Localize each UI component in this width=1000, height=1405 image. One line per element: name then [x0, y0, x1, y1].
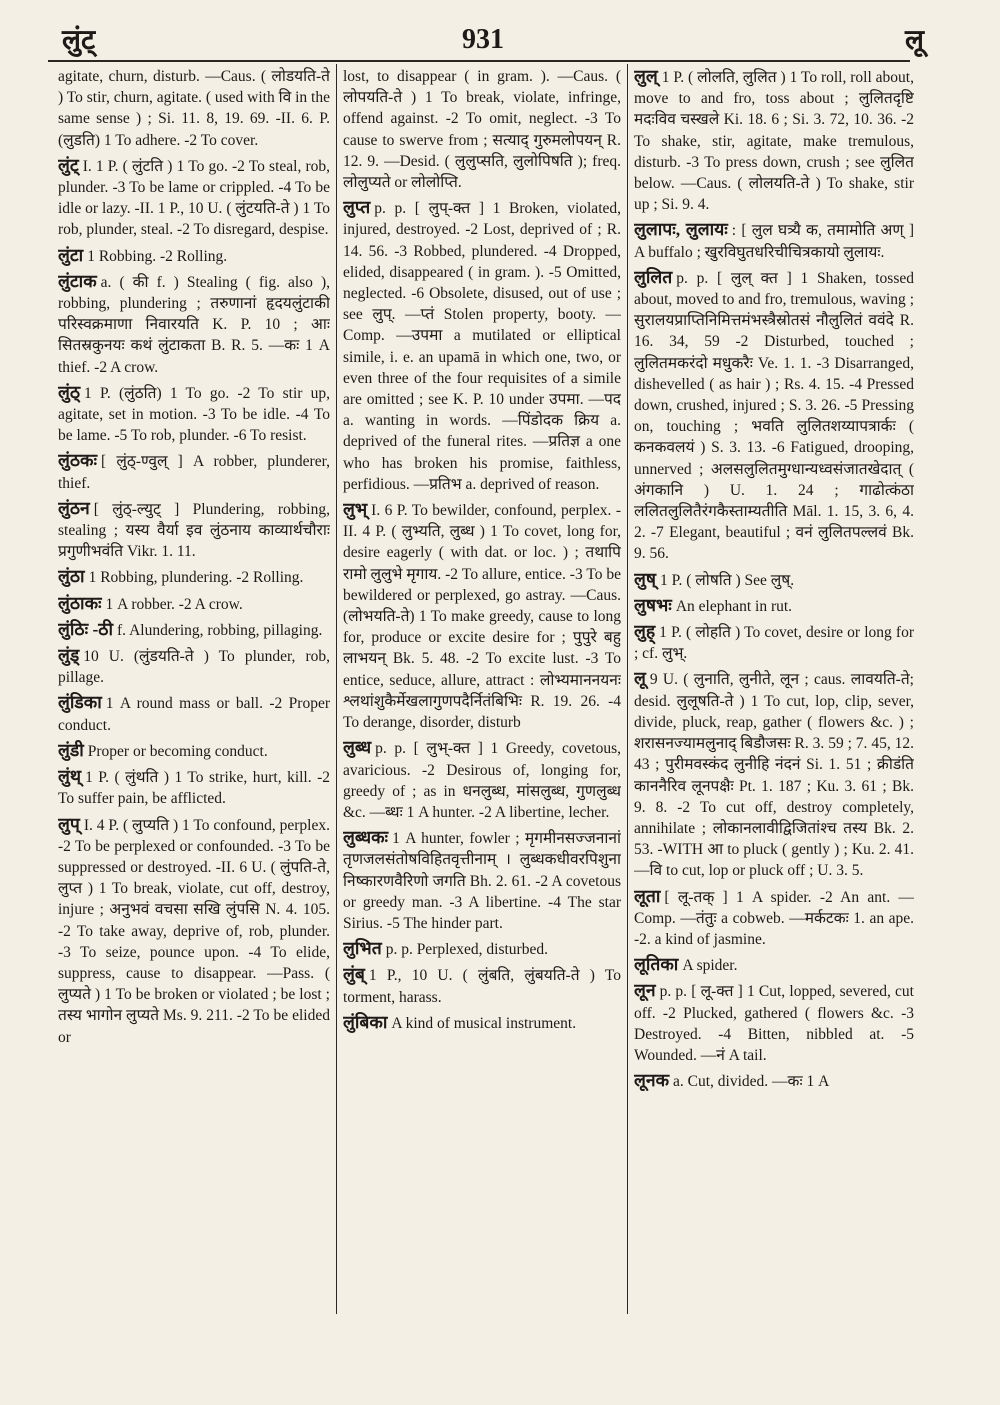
entry-headword: लू — [634, 668, 646, 689]
entry-headword: लुह् — [634, 621, 656, 642]
page-number: 931 — [462, 24, 504, 55]
entry-definition: 1 P. ( लोलति, लुलित ) 1 To roll, roll about, move to and fro, toss about ; लुलितदृष्टि मदःविव चस्खले Ki. 18. 6 ; Si. 3. 72, 10. 36. -2 To shake, stir, agitate, make tremulous, disturb. -3 To press down, crush ; see लुलित below. —Caus. ( लोलयति-ते ) To shake, stir up ; Si. 9. 4. — [634, 69, 914, 214]
entry-definition: 1 P. ( लोषति ) See लुष्. — [659, 571, 795, 589]
dictionary-entry — [58, 740, 330, 762]
dictionary-entry — [58, 382, 330, 447]
dictionary-entry — [634, 621, 914, 664]
entry-definition: p. p. Perplexed, disturbed. — [385, 941, 548, 959]
dictionary-entry — [343, 938, 621, 960]
entry-headword: लुभित — [343, 938, 382, 959]
entry-definition: p. p. [ लुल् क्त ] 1 Shaken, tossed about, moved to and fro, tremulous, waving ; सुरालयप्राप्तिनिमित्तमंभस्त्रैस्रोतसं नौलुलितं ववंदे R. 16. 34, 59 -2 Disturbed, touched ; लुलितमकरंदो मधुकरैः Ve. 1. 1. -3 Disarranged, dishevelled ( as hair ) ; Rs. 4. 15. -4 Pressed down, crushed, injured ; S. 3. 26. -5 Pressing on, touching ; भवति लुलितशय्यापत्रार्कः ( कनकवलयं ) S. 3. 13. -6 Fatigued, drooping, unnerved ; अलसलुलितमुग्धान्यध्वसंजातखेदात् ( अंगकानि ) U. 1. 24 ; गाढोत्कंठा ललितलुलितैरंगकैस्ताम्यतीति Māl. 1. 15, 3. 6, 4. 2. -7 Elegant, beautiful ; वनं लुलितपल्लवं Bk. 9. 56. — [634, 269, 914, 563]
entry-definition: p. p. [ लू-क्त ] 1 Cut, lopped, severed, cut off. -2 Plucked, gathered ( flowers &c. -3 Destroyed. -4 Bitten, nibbled at. -5 Wounded. —नं A tail. — [634, 983, 914, 1064]
entry-definition: 10 U. (लुंडयति-ते ) To plunder, rob, pillage. — [58, 648, 330, 687]
dictionary-entry — [634, 267, 914, 565]
page-header — [0, 0, 1000, 60]
dictionary-entry — [58, 498, 330, 563]
entry-definition: 1 A robber. -2 A crow. — [105, 595, 243, 613]
entry-definition: [ लुंठ्-ल्युट् ] Plundering, robbing, stealing ; यस्य वैर्या इव लुंठनाय काव्यार्थचौराः प्रगुणीभवंति Vikr. 1. 11. — [58, 500, 330, 561]
entry-headword: लुंट् — [58, 154, 79, 175]
dictionary-entry — [343, 66, 621, 193]
dictionary-entry — [343, 964, 621, 1007]
entry-headword: लूता — [634, 885, 661, 906]
entry-definition: I. 1 P. ( लुंटति ) 1 To go. -2 To steal, rob, plunder. -3 To be lame or crippled. -4 To be idle or lazy. -II. 1 P., 10 U. ( लुंटयति-ते ) 1 To rob, plunder, steal. -2 To disregard, despise. — [58, 157, 330, 239]
dictionary-entry — [634, 668, 914, 881]
entry-headword: लुभ् — [343, 499, 368, 520]
column-2 — [343, 66, 621, 1356]
entry-definition: A spider. — [682, 957, 738, 975]
entry-headword: लुंडिका — [58, 692, 102, 713]
dictionary-entry — [343, 827, 621, 934]
entry-headword: लुलित — [634, 266, 673, 287]
entry-headword: लुंबिका — [343, 1011, 388, 1032]
entry-headword: लुष् — [634, 568, 656, 589]
entry-headword: लुषभः — [634, 594, 672, 615]
entry-headword: लुंडी — [58, 739, 84, 760]
dictionary-entry — [634, 219, 914, 262]
dictionary-entry — [343, 737, 621, 823]
entry-headword: लूतिका — [634, 954, 679, 975]
dictionary-entry — [58, 593, 330, 615]
entry-headword: लुंड् — [58, 645, 80, 666]
header-left-guide-word: लुंट् — [62, 23, 96, 56]
header-rule — [48, 60, 910, 62]
dictionary-entry — [58, 814, 330, 1048]
header-right-guide-word: लू — [905, 23, 924, 56]
dictionary-entry — [343, 197, 621, 495]
entry-definition: [ लुंठ्-ण्वुल् ] A robber, plunderer, thief. — [58, 453, 330, 492]
entry-headword: लुंठिः -ठी — [58, 618, 114, 639]
entry-definition: A kind of musical instrument. — [391, 1014, 577, 1032]
dictionary-entry — [634, 886, 914, 951]
entry-definition: 1 Robbing, plundering. -2 Rolling. — [88, 569, 304, 587]
entry-definition: [ लू-तक् ] 1 A spider. -2 An ant. —Comp. —तंतुः a cobweb. —मर्कटकः 1. an ape. -2. a kind of jasmine. — [634, 888, 914, 948]
dictionary-entry — [58, 245, 330, 267]
entry-definition: p. p. [ लुभ्-क्त ] 1 Greedy, covetous, avaricious. -2 Desirous of, longing for, greedy of ; as in धनलुब्ध, मांसलुब्ध, गुणलुब्ध &c. —ब्धः 1 A hunter. -2 A libertine, lecher. — [343, 740, 621, 821]
dictionary-entry — [58, 66, 330, 151]
entry-headword: लुंठन — [58, 497, 90, 518]
entry-definition: lost, to disappear ( in gram. ). —Caus. ( लोपयति-ते ) 1 To break, violate, infringe, offend against. -2 To omit, neglect. -3 To cause to swerve from ; सत्याद् गुरुमलोपयन् R. 12. 9. —Desid. ( लुलुप्सति, लुलोपिषति ); freq. लोलुप्यते or लोलोप्ति. — [343, 68, 621, 192]
entry-headword: लुंठाकः — [58, 592, 102, 613]
dictionary-entry — [343, 499, 621, 733]
dictionary-entry — [343, 1012, 621, 1034]
dictionary-entry — [634, 595, 914, 617]
entry-definition: 1 P. ( लोहति ) To covet, desire or long for ; cf. लुभ्. — [634, 624, 914, 663]
column-divider-1 — [336, 64, 337, 1314]
entry-headword: लुंब् — [343, 964, 365, 985]
dictionary-entry — [58, 566, 330, 588]
entry-definition: 1 A hunter, fowler ; मृगमीनसज्जनानां तृणजलसंतोषविहितवृत्तीनाम् । लुब्धकधीवरपिशुना निष्कारणवैरिणो जगति Bh. 2. 61. -2 A covetous or greedy man. -3 A libertine. -4 The star Sirius. -5 The hinder part. — [343, 830, 621, 932]
column-1 — [58, 66, 330, 1356]
entry-definition: 1 P., 10 U. ( लुंबति, लुंबयति-ते ) To torment, harass. — [343, 967, 621, 1006]
entry-headword: लुप् — [58, 813, 80, 834]
entry-headword: लुंठा — [58, 566, 85, 587]
entry-definition: Proper or becoming conduct. — [87, 742, 268, 760]
entry-definition: I. 6 P. To bewilder, confound, perplex. -II. 4 P. ( लुभ्यति, लुब्ध ) 1 To covet, long for, desire eagerly ( with dat. or loc. ) ; तथापि रामो लुलुभे मृगाय. -2 To allure, entice. -3 To be bewildered or perplexed, go astray. —Caus. (लोभयति-ते) 1 To make greedy, cause to long for, produce or excite desire for ; पुपुरे बहु लाभयन् Bk. 5. 48. -2 To excite lust. -3 To entice, seduce, allure, attract : लोभ्यमाननयनः श्लथांशुकैर्मेखलागुणपदैर्नितंबिभिः R. 19. 26. -4 To derange, disorder, disturb — [343, 502, 621, 732]
entry-headword: लुब्ध — [343, 737, 372, 758]
entry-headword: लुब्धकः — [343, 827, 389, 848]
dictionary-entry — [58, 450, 330, 493]
entry-headword: लुंठ् — [58, 381, 81, 402]
entry-definition: a. ( की f. ) Stealing ( fig. also ), robbing, plundering ; तरुणानां हृदयलुंटाकी परिस्वक्रमाणा निवारयति K. P. 10 ; आः सितस्रकुनयः कथं लुंटाकता B. R. 5. —कः 1 A thief. -2 A crow. — [58, 273, 330, 376]
dictionary-entry — [58, 155, 330, 241]
entry-headword: लुंथ् — [58, 766, 82, 787]
dictionary-entry — [634, 980, 914, 1066]
entry-definition: f. Alundering, robbing, pillaging. — [117, 621, 323, 639]
dictionary-entry — [634, 954, 914, 976]
dictionary-entry — [58, 692, 330, 735]
entry-headword: लून — [634, 980, 656, 1001]
entry-headword: लुप्त — [343, 197, 371, 218]
dictionary-entry — [634, 569, 914, 591]
dictionary-entry — [58, 619, 330, 641]
entry-headword: लुंटा — [58, 244, 84, 265]
entry-headword: लुंटाक — [58, 270, 97, 291]
entry-definition: 1 A round mass or ball. -2 Proper conduct. — [58, 695, 330, 734]
dictionary-entry — [634, 1070, 914, 1092]
entry-definition: 1 P. ( लुंथति ) 1 To strike, hurt, kill. -2 To suffer pain, be afflicted. — [58, 769, 330, 808]
column-3 — [634, 66, 914, 1356]
entry-definition: 9 U. ( लुनाति, लुनीते, लून ; caus. लावयति-ते; desid. लुलूषति-ते ) 1 To cut, lop, clip, sever, divide, pluck, reap, gather ( flowers &c. ) ; शरासनज्यामलुनाद् बिडौजसः R. 3. 59 ; 7. 45, 12. 43 ; पुरीमवस्कंद लुनीहि नंदनं Si. 1. 51 ; क्रीडंति काननैरिव लूनपक्षैः Pt. 1. 187 ; Ku. 3. 61 ; Bk. 9. 8. -2 To cut off, destroy completely, annihilate ; लोकानलावीद्विजितांश्च तस्य Bk. 2. 53. -WITH आ to pluck ( gently ) ; Ku. 2. 41. —वि to cut, lop or pluck off ; U. 3. 5. — [634, 671, 914, 880]
dictionary-entry — [58, 766, 330, 809]
entry-definition: 1 Robbing. -2 Rolling. — [87, 247, 228, 265]
entry-definition: I. 4 P. ( लुप्यति ) 1 To confound, perplex. -2 To be perplexed or confounded. -3 To be suppressed or destroyed. -II. 6 U. ( लुंपति-ते, लुप्त ) 1 To break, violate, cut off, destroy, injure ; अनुभवं वचसा सखि लुंपसि N. 4. 105. -2 To take away, deprive of, rob, plunder. -3 To seize, pounce upon. -4 To elide, suppress, cause to disappear. —Pass. ( लुप्यते ) 1 To be broken or violated ; be lost ; तस्य भागोन लुप्यते Ms. 9. 211. -2 To be elided or — [58, 816, 330, 1046]
entry-headword: लुंठकः — [58, 450, 98, 471]
column-divider-2 — [627, 64, 628, 1314]
entry-definition: p. p. [ लुप्-क्त ] 1 Broken, violated, injured, destroyed. -2 Lost, deprived of ; R. 14. 56. -3 Robbed, plundered. -4 Dropped, elided, disappeared ( in gram. ). -5 Omitted, neglected. -6 Obsolete, disused, out of use ; see लुप्. —प्तं Stolen property, booty. —Comp. —उपमा a mutilated or elliptical simile, i. e. an upamā in which one, two, or even three of the four requisites of a simile are omitted ; see K. P. 10 under उपमा. —पद a. wanting in words. —पिंडोदक क्रिय a. deprived of the funeral rites. —प्रतिज्ञ a one who has broken his promise, faithless, perfidious. —प्रतिभ a. deprived of reason. — [343, 200, 621, 493]
dictionary-entry — [58, 645, 330, 688]
entry-definition: An elephant in rut. — [675, 597, 793, 615]
entry-headword: लुल् — [634, 66, 658, 86]
entry-headword: लुलापः, लुलायः — [634, 219, 728, 240]
entry-definition: a. Cut, divided. —कः 1 A — [673, 1073, 830, 1091]
dictionary-entry — [58, 271, 330, 378]
dictionary-entry — [634, 66, 914, 215]
entry-definition: agitate, churn, disturb. —Caus. ( लोडयति-ते ) To stir, churn, agitate. ( used with वि in the same sense ) ; Si. 11. 8, 19. 69. -II. 6. P. (लुडति) 1 To adhere. -2 To cover. — [58, 68, 330, 149]
entry-definition: 1 P. (लुंठति) 1 To go. -2 To stir up, agitate, set in motion. -3 To be idle. -4 To be lame. -5 To rob, plunder. -6 To resist. — [58, 384, 330, 445]
entry-headword: लूनक — [634, 1070, 670, 1091]
entry-definition: : [ लुल घत्र्यै क, तमामोति अण् ] A buffalo ; खुरविघुतधरिचीचित्रकायो लुलायः. — [634, 222, 914, 261]
